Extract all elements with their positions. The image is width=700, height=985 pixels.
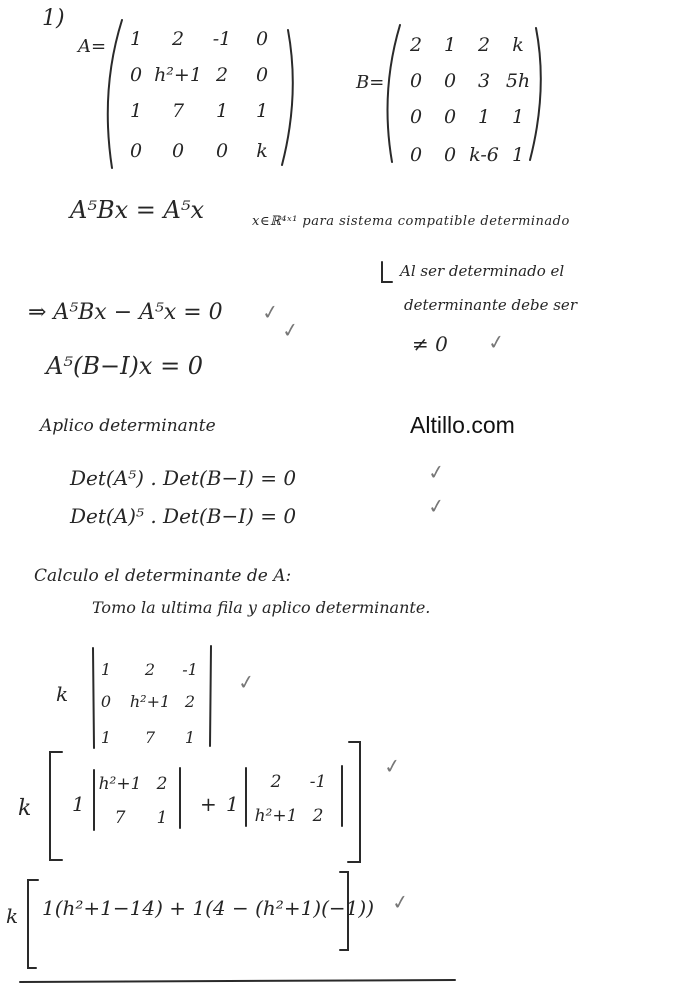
check-mark-3: ✓ [280, 316, 301, 344]
cofactor-1-coef: 1 [72, 792, 85, 816]
matrix-cell: 0 [409, 144, 423, 166]
matrix-cell: h²+1 [98, 774, 142, 794]
note-line-3: ≠ 0 [412, 332, 448, 356]
cofactor-2-plus: + [200, 792, 217, 816]
matrix-cell: 2 [270, 772, 282, 792]
matrix-cell: 0 [215, 140, 229, 162]
equation-1-note: x∈ℝ⁴ˣ¹ para sistema compatible determinado [252, 214, 570, 229]
matrix-cell: 1 [184, 728, 196, 747]
matrix-cell: 2 [144, 660, 156, 679]
matrix-cell: 0 [409, 106, 423, 128]
matrix-cell: k [512, 34, 524, 56]
step3-left-bracket [28, 880, 38, 968]
matrix-cell: h²+1 [129, 692, 171, 711]
check-mark-1: ✓ [486, 328, 507, 356]
matrix-cell: 5h [505, 70, 531, 92]
matrix-cell: 0 [255, 28, 269, 50]
matrix-cell: k-6 [469, 144, 499, 166]
matrix-cell: 7 [144, 728, 156, 747]
matrix-cell: 7 [114, 808, 126, 828]
matrix-a-right-paren [282, 30, 293, 165]
matrix-cell: 2 [409, 34, 423, 56]
matrix-b-right-paren [530, 28, 541, 160]
heading-aplico-determinante: Aplico determinante [40, 416, 216, 436]
matrix-b-label: B= [356, 72, 385, 93]
matrix-a-label: A= [78, 36, 107, 57]
equation-1: A⁵Bx = A⁵x [70, 196, 204, 224]
matrix-cell: 2 [184, 692, 196, 711]
check-mark-6: ✓ [236, 668, 257, 696]
matrix-cell: h²+1 [254, 806, 298, 826]
matrix-cell: 0 [129, 140, 143, 162]
check-mark-8: ✓ [390, 888, 411, 916]
step2-left-bracket [50, 752, 62, 860]
matrix-cell: 7 [171, 100, 185, 122]
matrix-cell: k [256, 140, 268, 162]
matrix-cell: 1 [100, 660, 112, 679]
heading-calculo-determinante: Calculo el determinante de A: [34, 566, 292, 586]
matrix-cell: 1 [255, 100, 269, 122]
matrix-cell: 0 [255, 64, 269, 86]
check-mark-2: ✓ [260, 298, 281, 326]
matrix-cell: -1 [309, 772, 327, 792]
note-line-1: Al ser determinado el [400, 262, 565, 280]
matrix-cell: 2 [215, 64, 229, 86]
check-mark-7: ✓ [382, 752, 403, 780]
matrix-a-left-paren [108, 20, 122, 168]
matrix-cell: 0 [443, 70, 457, 92]
note-line-2: determinante debe ser [404, 296, 577, 314]
matrix-b-left-paren [388, 25, 401, 162]
matrix-cell: 1 [511, 144, 525, 166]
step2-right-bracket [348, 742, 360, 862]
equation-5: Det(A)⁵ . Det(B−I) = 0 [70, 504, 297, 528]
factor-k-1: k [56, 682, 69, 706]
cofactor-2-coef: 1 [226, 792, 239, 816]
matrix-cell: 0 [100, 692, 112, 711]
heading-tomo-ultima-fila: Tomo la ultima fila y aplico determinante. [92, 598, 431, 617]
matrix-cell: -1 [182, 660, 198, 679]
matrix-cell: 1 [156, 808, 168, 828]
matrix-cell: 0 [129, 64, 143, 86]
matrix-cell: 1 [100, 728, 112, 747]
matrix-cell: 2 [477, 34, 491, 56]
matrix-cell: 0 [443, 106, 457, 128]
step-4-expression: 1(h²+1−14) + 1(4 − (h²+1)(−1)) [42, 896, 374, 920]
matrix-cell: 1 [511, 106, 525, 128]
factor-k-2: k [18, 796, 32, 821]
check-mark-4: ✓ [426, 458, 447, 486]
matrix-cell: 1 [215, 100, 229, 122]
matrix-cell: 1 [443, 34, 457, 56]
matrix-cell: 1 [129, 28, 143, 50]
det3-right-bar [210, 646, 211, 746]
matrix-cell: 1 [129, 100, 143, 122]
equation-3: A⁵(B−I)x = 0 [46, 352, 204, 380]
matrix-cell: -1 [212, 28, 232, 50]
check-mark-5: ✓ [426, 492, 447, 520]
matrix-cell: 0 [409, 70, 423, 92]
matrix-cell: 2 [312, 806, 324, 826]
matrix-cell: 1 [477, 106, 491, 128]
matrix-cell: 0 [171, 140, 185, 162]
matrix-cell: h²+1 [154, 64, 202, 86]
problem-number: 1) [42, 6, 65, 31]
matrix-cell: 3 [477, 70, 491, 92]
equation-4: Det(A⁵) . Det(B−I) = 0 [70, 466, 297, 490]
matrix-cell: 0 [443, 144, 457, 166]
matrix-cell: 2 [156, 774, 168, 794]
det3-left-bar [93, 648, 94, 748]
equation-2: ⇒ A⁵Bx − A⁵x = 0 [28, 300, 223, 325]
watermark: Altillo.com [410, 412, 515, 438]
factor-k-3: k [6, 904, 19, 928]
matrix-cell: 2 [171, 28, 185, 50]
